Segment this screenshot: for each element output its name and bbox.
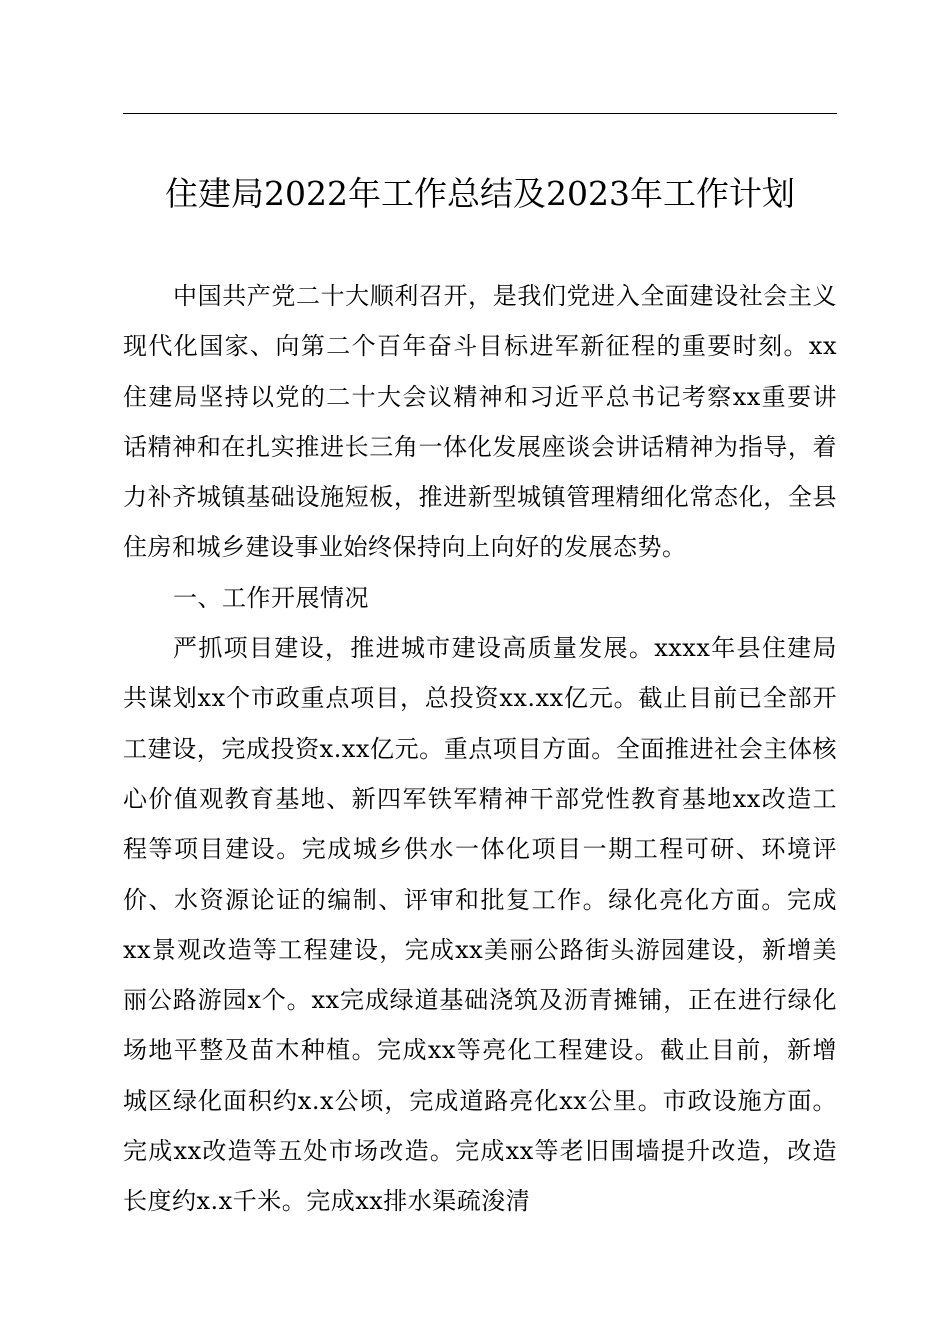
document-body bbox=[123, 271, 837, 1227]
header-divider bbox=[123, 113, 837, 114]
intro-paragraph: 中国共产党二十大顺利召开，是我们党进入全面建设社会主义现代化国家、向第二个百年奋斗目标进军新征程的重要时刻。xx住建局坚持以党的二十大会议精神和习近平总书记考察xx重要讲话精神和在扎实推进长三角一体化发展座谈会讲话精神为指导，着力补齐城镇基础设施短板，推进新型城镇管理精细化常态化，全县住房和城乡建设事业始终保持向上向好的发展态势。 bbox=[123, 282, 837, 562]
document-title: 住建局2022年工作总结及2023年工作计划 bbox=[165, 174, 795, 213]
section-paragraph: 严抓项目建设，推进城市建设高质量发展。xxxx年县住建局共谋划xx个市政重点项目，总投资xx.xx亿元。截止目前已全部开工建设，完成投资x.xx亿元。重点项目方面。全面推进社会主体核心价值观教育基地、新四军铁军精神干部党性教育基地xx改造工程等项目建设。完成城乡供水一体化项目一期工程可研、环境评价、水资源论证的编制、评审和批复工作。绿化亮化方面。完成xx景观改造等工程建设，完成xx美丽公路街头游园建设，新增美丽公路游园x个。xx完成绿道基础浇筑及沥青摊铺，正在进行绿化场地平整及苗木种植。完成xx等亮化工程建设。截止目前，新增城区绿化面积约x.x公顷，完成道路亮化xx公里。市政设施方面。完成xx改造等五处市场改造。完成xx等老旧围墙提升改造，改造长度约x.x千米。完成xx排水渠疏浚清 bbox=[123, 634, 837, 1216]
section-heading: 一、工作开展情况 bbox=[173, 583, 369, 612]
